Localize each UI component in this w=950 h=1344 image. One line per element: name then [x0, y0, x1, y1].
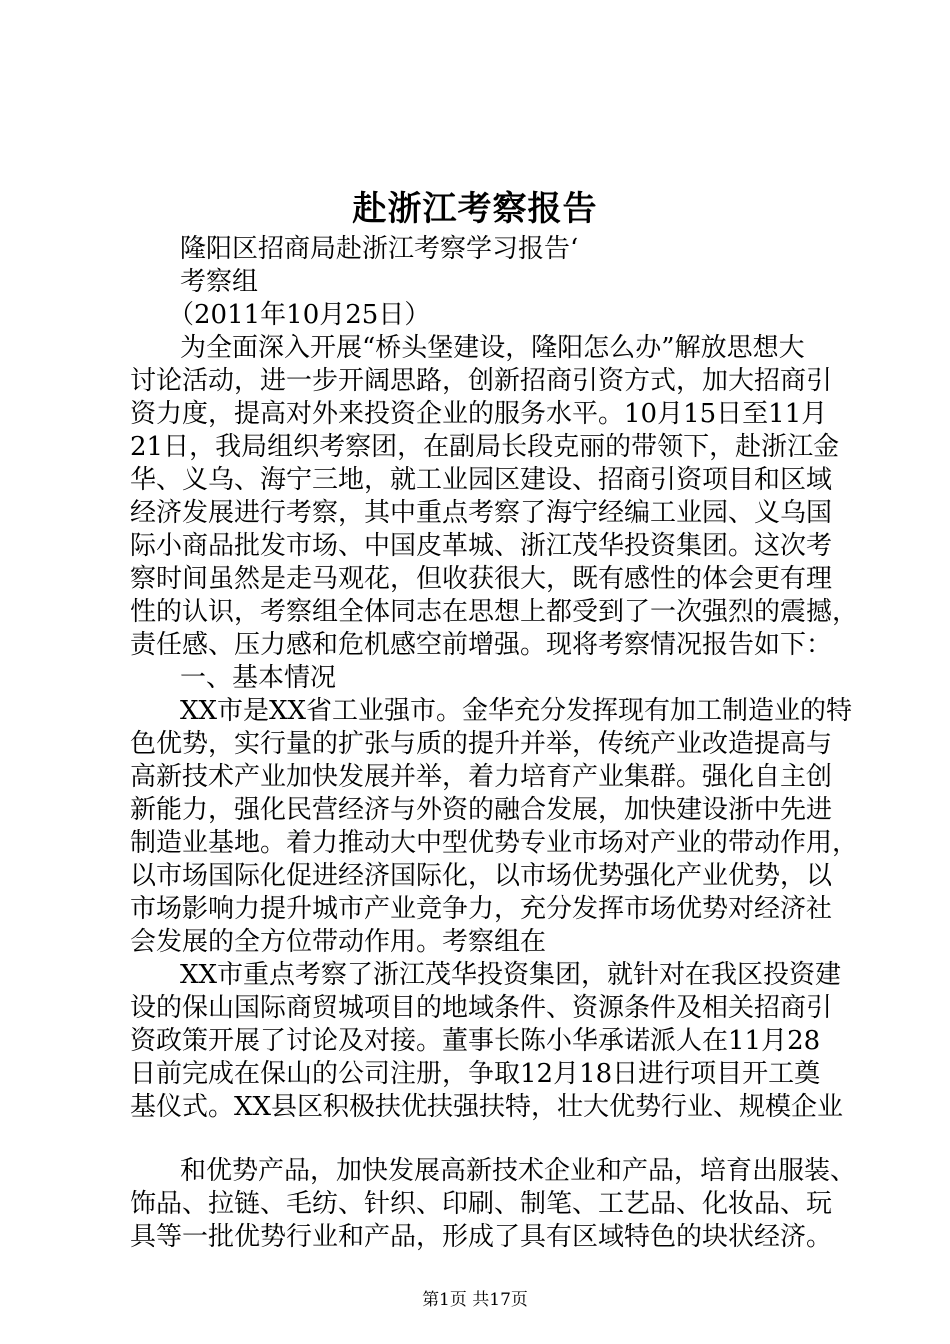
paragraph-line: 21日，我局组织考察团，在副局长段克丽的带领下，赴浙江金 — [130, 432, 840, 462]
paragraph-line: 具等一批优势行业和产品，形成了具有区域特色的块状经济。 — [130, 1222, 833, 1252]
paragraph-line: 和优势产品，加快发展高新技术企业和产品，培育出服装、 — [180, 1156, 857, 1186]
paragraph-line: 饰品、拉链、毛纺、针织、印刷、制笔、工艺品、化妆品、玩 — [130, 1189, 833, 1219]
paragraph-line: 资政策开展了讨论及对接。董事长陈小华承诺派人在11月28 — [130, 1026, 821, 1056]
paragraph-line: 设的保山国际商贸城项目的地域条件、资源条件及相关招商引 — [130, 993, 833, 1023]
document-title: 赴浙江考察报告 — [352, 189, 598, 229]
paragraph-line: 讨论活动，进一步开阔思路，创新招商引资方式，加大招商引 — [130, 366, 833, 396]
paragraph-line: 日前完成在保山的公司注册，争取12月18日进行项目开工奠 — [130, 1059, 821, 1089]
paragraph-line: 察时间虽然是走马观花，但收获很大，既有感性的体会更有理 — [130, 564, 833, 594]
header-line-group: 考察组 — [180, 267, 259, 297]
paragraph-line: 性的认识，考察组全体同志在思想上都受到了一次强烈的震撼， — [130, 597, 859, 627]
paragraph-line: 市场影响力提升城市产业竞争力，充分发挥市场优势对经济社 — [130, 894, 833, 924]
paragraph-line: XX市重点考察了浙江茂华投资集团，就针对在我区投资建 — [180, 960, 842, 990]
paragraph-line: 高新技术产业加快发展并举，着力培育产业集群。强化自主创 — [130, 762, 833, 792]
header-line-org: 隆阳区招商局赴浙江考察学习报告‘ — [180, 234, 579, 264]
paragraph-line: 为全面深入开展“桥头堡建设，隆阳怎么办”解放思想大 — [180, 333, 805, 363]
section-heading: 一、基本情况 — [180, 663, 337, 693]
paragraph-line: 会发展的全方位带动作用。考察组在 — [130, 927, 547, 957]
paragraph-line: 色优势，实行量的扩张与质的提升并举，传统产业改造提高与 — [130, 729, 833, 759]
paragraph-line: 新能力，强化民营经济与外资的融合发展，加快建设浙中先进 — [130, 795, 833, 825]
paragraph-line: 华、义乌、海宁三地，就工业园区建设、招商引资项目和区域 — [130, 465, 833, 495]
page-number-footer: 第1页 共17页 — [422, 1290, 528, 1310]
paragraph-line: 际小商品批发市场、中国皮革城、浙江茂华投资集团。这次考 — [130, 531, 833, 561]
paragraph-line: 基仪式。XX县区积极扶优扶强扶特，壮大优势行业、规模企业 — [130, 1092, 844, 1122]
paragraph-line: 责任感、压力感和危机感空前增强。现将考察情况报告如下： — [130, 630, 833, 660]
paragraph-line: 资力度，提高对外来投资企业的服务水平。10月15日至11月 — [130, 399, 828, 429]
paragraph-line: 经济发展进行考察，其中重点考察了海宁经编工业园、义乌国 — [130, 498, 833, 528]
paragraph-line: 制造业基地。着力推动大中型优势专业市场对产业的带动作用， — [130, 828, 859, 858]
header-line-date: （2011年10月25日） — [168, 300, 431, 330]
paragraph-line: 以市场国际化促进经济国际化，以市场优势强化产业优势，以 — [130, 861, 833, 891]
paragraph-line: XX市是XX省工业强市。金华充分发挥现有加工制造业的特 — [180, 696, 853, 726]
